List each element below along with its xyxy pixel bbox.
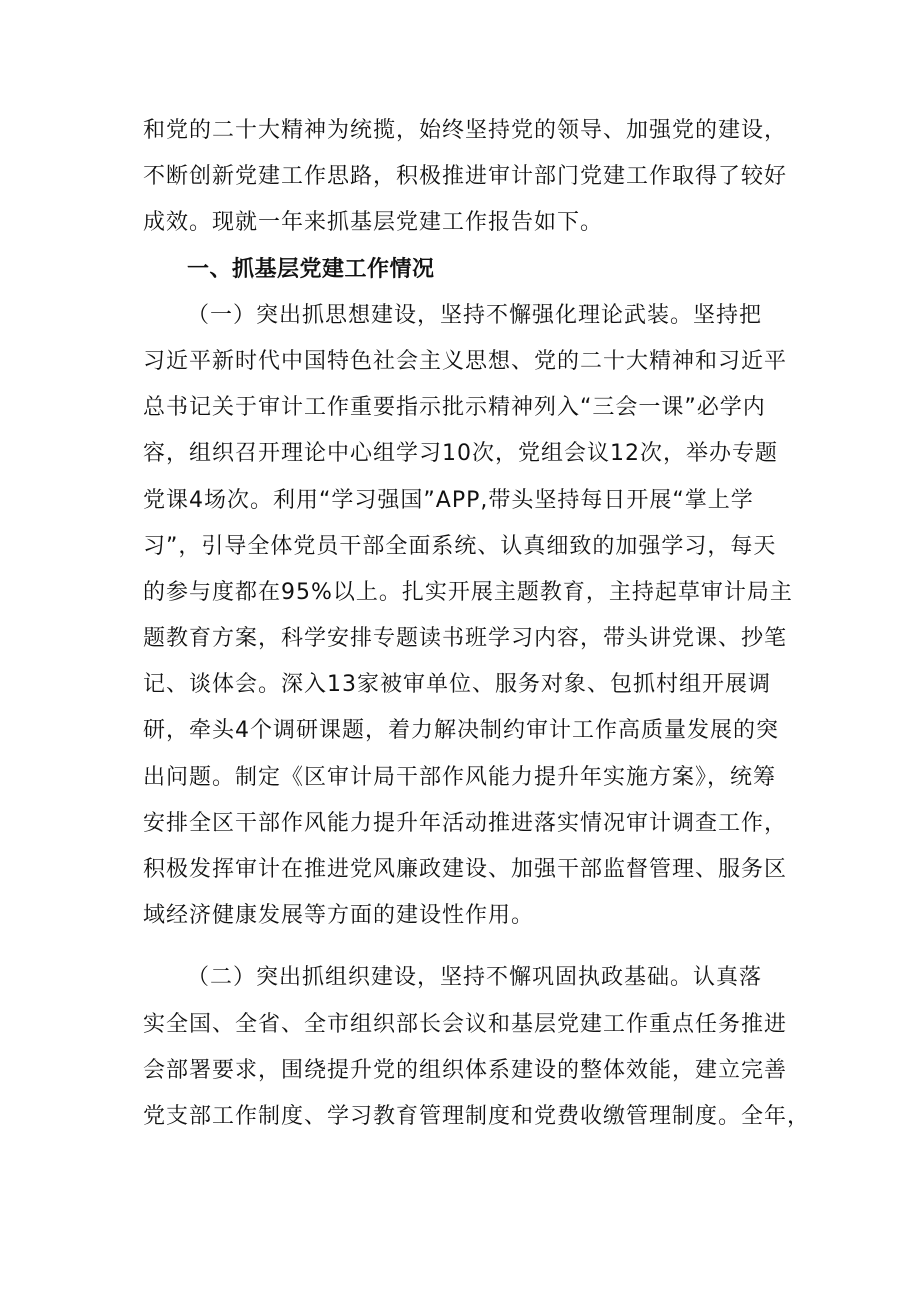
- text-line: 不断创新党建工作思路，积极推进审计部门党建工作取得了较好: [143, 164, 788, 190]
- text-line: 研，牵头4个调研课题，着力解决制约审计工作高质量发展的突: [143, 718, 779, 744]
- paragraph-organization-building: [143, 955, 811, 1140]
- text-line: 和党的二十大精神为统揽，始终坚持党的领导、加强党的建设，: [143, 118, 788, 143]
- text-line: 题教育方案，科学安排专题读书班学习内容，带头讲党课、抄笔: [143, 626, 788, 652]
- section-heading: 一、抓基层党建工作情况: [187, 256, 435, 282]
- text-line: 习近平新时代中国特色社会主义思想、党的二十大精神和习近平: [143, 348, 788, 374]
- text-line: 记、谈体会。深入13家被审单位、服务对象、包抓村组开展调: [143, 672, 771, 698]
- text-line: 习”，引导全体党员干部全面系统、认真细致的加强学习，每天: [143, 533, 777, 559]
- paragraph-spacer: [143, 939, 793, 955]
- intro-paragraph: [143, 108, 793, 247]
- document-page: [143, 108, 811, 1140]
- text-line: 域经济健康发展等方面的建设性作用。: [143, 903, 535, 929]
- paragraph-ideological-building: [143, 293, 793, 940]
- text-line: 积极发挥审计在推进党风廉政建设、加强干部监督管理、服务区: [143, 857, 788, 882]
- text-line: 党支部工作制度、学习教育管理制度和党费收缴管理制度。全年，: [143, 1103, 811, 1129]
- text-line: 总书记关于审计工作重要指示批示精神列入“三会一课”必学内: [143, 395, 766, 421]
- text-line: 会部署要求，围绕提升党的组织体系建设的整体效能，建立完善: [143, 1057, 788, 1083]
- text-line: 出问题。制定《区审计局干部作风能力提升年实施方案》，统筹: [143, 764, 777, 790]
- text-line: 成效。现就一年来抓基层党建工作报告如下。: [143, 210, 604, 236]
- text-line: （一）突出抓思想建设，坚持不懈强化理论武装。坚持把: [187, 302, 763, 328]
- text-line: 容，组织召开理论中心组学习10次，党组会议12次，举办专题: [143, 441, 778, 467]
- text-line: 党课4场次。利用“学习强国”APP,带头坚持每日开展“掌上学: [143, 487, 754, 513]
- text-line: 的参与度都在95%以上。扎实开展主题教育，主持起草审计局主: [143, 579, 793, 605]
- text-line: 实全国、全省、全市组织部长会议和基层党建工作重点任务推进: [143, 1011, 788, 1037]
- text-line: 安排全区干部作风能力提升年活动推进落实情况审计调查工作，: [143, 810, 788, 836]
- text-line: （二）突出抓组织建设，坚持不懈巩固执政基础。认真落: [187, 965, 763, 991]
